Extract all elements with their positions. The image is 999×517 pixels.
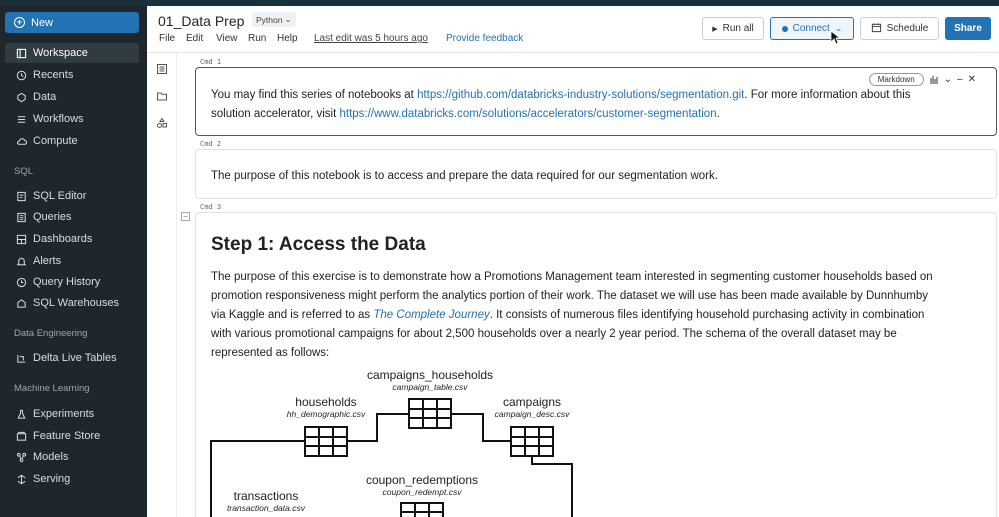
schedule-label: Schedule: [886, 23, 929, 34]
menu-help[interactable]: Help: [277, 33, 298, 44]
history-icon: [16, 277, 27, 288]
github-link[interactable]: https://github.com/databricks-industry-solutions/segmentation.git: [417, 89, 745, 101]
chevron-down-icon: ⌄: [284, 14, 292, 24]
sidebar-item-workspace[interactable]: [5, 43, 139, 63]
cell-text: You may find this series of notebooks at: [211, 89, 418, 101]
connect-button[interactable]: [770, 17, 854, 40]
cell-label: Cmd 3: [200, 203, 222, 211]
sidebar-item-sql-warehouses[interactable]: [5, 293, 139, 313]
table-label-campaigns-households: [330, 368, 530, 392]
mouse-cursor-icon: [830, 30, 840, 50]
paragraph-line: represented as follows:: [211, 347, 330, 359]
serving-icon: [16, 474, 27, 485]
sidebar-item-label: Feature Store: [33, 430, 101, 442]
language-selector[interactable]: [252, 12, 296, 27]
sidebar-item-recents[interactable]: [5, 65, 139, 85]
play-icon: ▶: [712, 25, 718, 33]
queries-icon: [16, 212, 27, 223]
sidebar-item-label: Models: [33, 451, 69, 463]
sidebar-item-label: Workflows: [33, 113, 84, 125]
table-label-transactions: [206, 489, 326, 513]
table-icon: [401, 503, 443, 517]
models-icon: [16, 452, 27, 463]
table-file: campaign_desc.csv: [494, 409, 570, 419]
sidebar-item-label: SQL Warehouses: [33, 297, 120, 309]
sidebar-item-delta-live-tables[interactable]: [5, 348, 139, 368]
feature-store-icon: [16, 431, 27, 442]
sidebar-item-models[interactable]: [5, 447, 139, 467]
plus-icon: +: [14, 17, 25, 28]
section-label-machine-learning: Machine Learning: [14, 383, 90, 394]
clock-icon: [16, 70, 27, 81]
cell-toolbar: [869, 73, 976, 86]
top-bar: [0, 0, 999, 6]
markdown-cell[interactable]: [195, 149, 997, 199]
cell-body: [211, 86, 991, 124]
run-all-label: Run all: [722, 23, 754, 34]
sidebar-item-alerts[interactable]: [5, 251, 139, 271]
paragraph-line: The purpose of this exercise is to demonstrate how a Promotions Management team interested in segmenting customer households based on: [211, 271, 933, 283]
section-label-data-engineering: Data Engineering: [14, 328, 88, 339]
sidebar-item-query-history[interactable]: [5, 272, 139, 292]
section-heading: Step 1: Access the Data: [211, 234, 426, 255]
chevron-down-icon: ⌄: [834, 23, 843, 33]
rail-divider: [176, 53, 177, 517]
table-file: campaign_table.csv: [392, 382, 468, 392]
sidebar-item-label: Query History: [33, 276, 101, 288]
status-dot-icon: [782, 26, 788, 32]
menu-run[interactable]: Run: [248, 33, 267, 44]
flask-icon: [16, 409, 27, 420]
sidebar-item-label: Workspace: [33, 47, 88, 59]
paragraph-line: . It consists of numerous files identifying household purchasing activity in combination: [489, 309, 925, 321]
menu-view[interactable]: View: [216, 33, 238, 44]
last-edit-link[interactable]: Last edit was 5 hours ago: [314, 33, 428, 44]
sidebar-item-queries[interactable]: [5, 207, 139, 227]
sidebar-item-label: Alerts: [33, 255, 62, 267]
menu-file[interactable]: File: [159, 33, 176, 44]
editor-icon: [16, 191, 27, 202]
new-label: New: [31, 16, 54, 29]
chevron-down-icon[interactable]: ⌄: [943, 74, 953, 85]
table-file: hh_demographic.csv: [286, 409, 366, 419]
sidebar-item-compute[interactable]: [5, 131, 139, 151]
sidebar-item-label: Serving: [33, 473, 71, 485]
markdown-cell[interactable]: [195, 67, 997, 136]
cell-body: [211, 268, 991, 363]
share-label: Share: [954, 23, 982, 34]
cell-type-badge[interactable]: Markdown: [869, 73, 924, 86]
paragraph-line: via Kaggle and is referred to as: [211, 309, 374, 321]
warehouse-icon: [16, 298, 27, 309]
cell-label: Cmd 1: [200, 58, 222, 66]
table-file: coupon_redempt.csv: [382, 487, 462, 497]
emphasis-text: The Complete Journey: [373, 309, 490, 321]
section-label-sql: SQL: [14, 166, 34, 177]
dashboard-icon: [16, 234, 27, 245]
paragraph-line: with various promotional campaigns for about 2,500 households over a nearly 2 year period. The schema of the overall dataset may be: [211, 328, 897, 340]
table-name: transactions: [233, 489, 299, 503]
minimize-icon[interactable]: –: [957, 74, 963, 85]
cell-label: Cmd 2: [200, 140, 222, 148]
chart-icon[interactable]: [929, 74, 939, 86]
notebook-title[interactable]: 01_Data Prep: [158, 13, 245, 29]
workflows-icon: [16, 114, 27, 125]
cloud-icon: [16, 136, 27, 147]
variables-icon[interactable]: [156, 116, 168, 128]
header-divider: [147, 52, 999, 53]
sidebar-item-feature-store[interactable]: [5, 426, 139, 446]
table-icon: [511, 427, 553, 456]
accelerator-link[interactable]: https://www.databricks.com/solutions/accelerators/customer-segmentation: [339, 108, 717, 120]
new-button[interactable]: [5, 12, 139, 33]
sidebar-item-label: Experiments: [33, 408, 95, 420]
collapse-toggle-icon[interactable]: −: [181, 212, 190, 221]
table-name: campaigns: [502, 395, 562, 409]
sidebar: [0, 6, 147, 517]
paragraph-line: promotion responsiveness might perform the analytics portion of their work. The dataset we will use has been made available by Dunnhumby: [211, 290, 928, 302]
table-name: coupon_redemptions: [365, 473, 479, 487]
calendar-icon: [871, 22, 882, 36]
sidebar-item-sql-editor[interactable]: [5, 186, 139, 206]
sidebar-item-label: Dashboards: [33, 233, 93, 245]
sidebar-item-workflows[interactable]: [5, 109, 139, 129]
close-icon[interactable]: ✕: [967, 74, 976, 85]
connect-label: Connect: [792, 23, 830, 34]
schedule-button[interactable]: [860, 17, 939, 40]
table-label-coupon-redemptions: [342, 473, 502, 497]
sidebar-item-label: SQL Editor: [33, 190, 87, 202]
feedback-link[interactable]: Provide feedback: [446, 33, 524, 44]
cell-text: . For more information about this: [744, 89, 911, 101]
workspace-icon: [16, 48, 27, 59]
menu-edit[interactable]: Edit: [186, 33, 204, 44]
data-icon: [16, 92, 27, 103]
language-label: Python: [256, 14, 283, 25]
cell-text: .: [716, 108, 720, 120]
schema-diagram: [200, 360, 600, 517]
table-name: campaigns_households: [366, 368, 494, 382]
run-all-button[interactable]: [702, 17, 764, 40]
sidebar-item-serving[interactable]: [5, 469, 139, 489]
sidebar-item-label: Data: [33, 91, 57, 103]
folder-icon[interactable]: [156, 89, 168, 101]
share-button[interactable]: [945, 17, 991, 40]
sidebar-item-label: Recents: [33, 69, 74, 81]
pipeline-icon: [16, 353, 27, 364]
sidebar-item-dashboards[interactable]: [5, 229, 139, 249]
bell-icon: [16, 256, 27, 267]
sidebar-item-data[interactable]: [5, 87, 139, 107]
table-name: households: [295, 395, 357, 409]
table-icon: [305, 427, 347, 456]
table-label-campaigns: [472, 395, 592, 419]
cell-text: solution accelerator, visit: [211, 108, 340, 120]
sidebar-item-label: Queries: [33, 211, 72, 223]
sidebar-item-experiments[interactable]: [5, 404, 139, 424]
table-icon: [409, 399, 451, 428]
table-label-households: [266, 395, 386, 419]
cell-text: The purpose of this notebook is to access and prepare the data required for our segmentation work.: [211, 170, 718, 182]
sidebar-item-label: Compute: [33, 135, 78, 147]
sidebar-item-label: Delta Live Tables: [33, 352, 117, 364]
table-file: transaction_data.csv: [227, 503, 305, 513]
table-of-contents-icon[interactable]: [156, 62, 168, 74]
